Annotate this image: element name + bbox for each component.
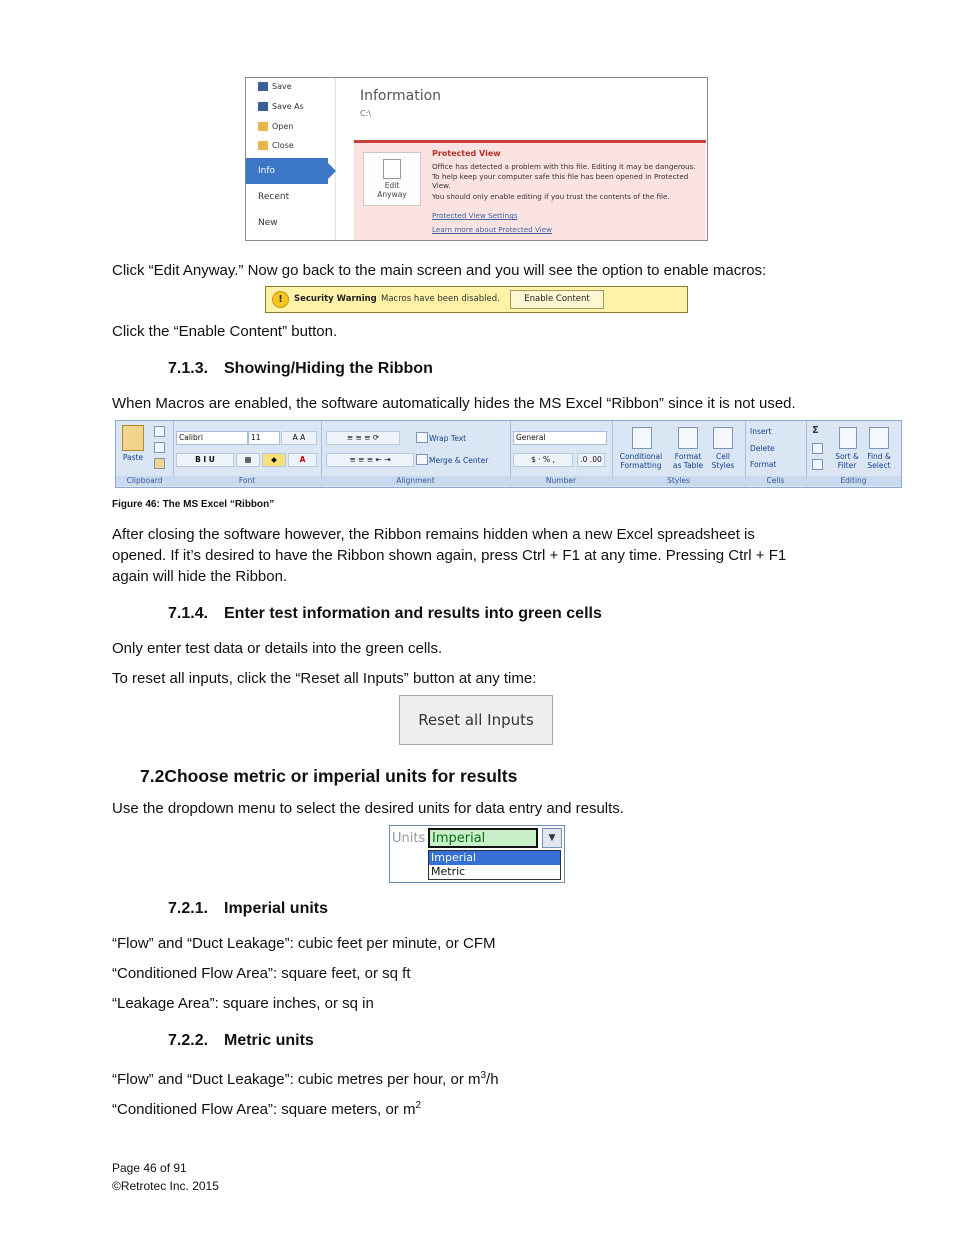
- excel-ribbon: [115, 420, 902, 488]
- option-imperial[interactable]: Imperial: [429, 851, 560, 865]
- warning-icon: !: [272, 291, 289, 308]
- protected-view-description: Office has detected a problem with this file. Editing it may be dangerous. To help keep your computer safe this file has been opened in Protected View. You should only enable editing if you trust the contents of the file.: [432, 162, 696, 201]
- bold-italic-underline-buttons[interactable]: B I U: [176, 453, 234, 467]
- vertical-align-icons[interactable]: ≡ ≡ ≡ ⟳: [326, 431, 400, 445]
- grow-shrink-font-buttons[interactable]: A A: [281, 431, 317, 445]
- protected-view-title: Protected View: [432, 149, 501, 158]
- paragraph-ribbon-3: again will hide the Ribbon.: [112, 568, 288, 585]
- find-select-icon[interactable]: [869, 427, 889, 449]
- ribbon-group-alignment: ≡ ≡ ≡ ⟳ Wrap Text ≡ ≡ ≡ ⇤ ⇥ Merge & Center Alignment: [321, 421, 511, 487]
- cut-icon[interactable]: [154, 426, 165, 437]
- heading-7-1-3: 7.1.3. Showing/Hiding the Ribbon: [168, 360, 433, 377]
- learn-more-link[interactable]: Learn more about Protected View: [432, 225, 553, 234]
- ribbon-group-styles: Conditional Formatting Format as Table Cell Styles Styles: [612, 421, 746, 487]
- security-warning-title: Security Warning: [294, 294, 377, 304]
- units-select[interactable]: Imperial: [428, 828, 538, 848]
- figure-caption: Figure 46: The MS Excel “Ribbon”: [112, 499, 275, 510]
- horizontal-align-icons[interactable]: ≡ ≡ ≡ ⇤ ⇥: [326, 453, 414, 467]
- format-as-table-label[interactable]: Format as Table: [672, 452, 704, 470]
- heading-7-2-2: 7.2.2. Metric units: [168, 1032, 314, 1049]
- backstage-menu: [246, 78, 336, 240]
- menu-info[interactable]: Info: [246, 158, 328, 184]
- paste-icon[interactable]: [122, 425, 144, 451]
- ribbon-group-clipboard: Paste Clipboard: [116, 421, 174, 487]
- cell-styles-icon[interactable]: [713, 427, 733, 449]
- paragraph-ribbon-1: After closing the software however, the Ribbon remains hidden when a new Excel spreadsheet is: [112, 526, 755, 543]
- metric-flow: “Flow” and “Duct Leakage”: cubic metres per hour, or $m^3/h$: [112, 1070, 499, 1088]
- heading-7-2-1: 7.2.1. Imperial units: [168, 900, 329, 917]
- paragraph-enable-content: Click the “Enable Content” button.: [112, 323, 338, 340]
- units-options-list: [428, 850, 561, 880]
- wrap-text-icon[interactable]: [416, 432, 428, 443]
- paragraph-edit-anyway: Click “Edit Anyway.” Now go back to the main screen and you will see the option to enable macros:: [112, 262, 767, 279]
- backstage-screenshot: [245, 77, 708, 241]
- metric-area: “Conditioned Flow Area”: square meters, or $m^2$: [112, 1100, 422, 1118]
- menu-save[interactable]: Save: [258, 82, 292, 91]
- imperial-area: “Conditioned Flow Area”: square feet, or sq ft: [112, 965, 411, 982]
- borders-icon[interactable]: ▦: [236, 453, 260, 467]
- protected-view-settings-link[interactable]: Protected View Settings: [432, 211, 518, 220]
- menu-save-as[interactable]: Save As: [258, 102, 304, 111]
- delete-cells-button[interactable]: Delete: [750, 444, 775, 453]
- footer-copyright: ©Retrotec Inc. 2015: [112, 1179, 219, 1193]
- font-size-box[interactable]: 11: [248, 431, 280, 445]
- merge-center-icon[interactable]: [416, 454, 428, 465]
- merge-center-label[interactable]: Merge & Center: [429, 456, 489, 465]
- imperial-flow: “Flow” and “Duct Leakage”: cubic feet per minute, or CFM: [112, 935, 496, 952]
- heading-7-2: 7.2Choose metric or imperial units for results: [140, 766, 518, 786]
- protected-view-panel: [354, 140, 706, 241]
- format-painter-icon[interactable]: [154, 458, 165, 469]
- fill-icon[interactable]: [812, 443, 823, 454]
- reset-all-inputs-button[interactable]: Reset all Inputs: [399, 695, 553, 745]
- paragraph-dropdown: Use the dropdown menu to select the desired units for data entry and results.: [112, 800, 624, 817]
- paragraph-green-cells: Only enter test data or details into the green cells.: [112, 640, 443, 657]
- footer-page-number: Page 46 of 91: [112, 1161, 187, 1175]
- enable-content-button[interactable]: Enable Content: [510, 290, 604, 309]
- imperial-leakage: “Leakage Area”: square inches, or sq in: [112, 995, 374, 1012]
- edit-document-icon: [383, 159, 401, 179]
- save-as-icon: [258, 102, 268, 111]
- units-label: Units: [392, 831, 426, 846]
- autosum-icon[interactable]: Σ: [812, 425, 819, 436]
- sort-filter-icon[interactable]: [839, 427, 857, 449]
- edit-anyway-button[interactable]: Edit Anyway: [363, 152, 421, 206]
- copy-icon[interactable]: [154, 442, 165, 453]
- conditional-formatting-icon[interactable]: [632, 427, 652, 449]
- ribbon-group-cells: Insert Delete Format Cells: [745, 421, 807, 487]
- cell-styles-label[interactable]: Cell Styles: [711, 452, 735, 470]
- ribbon-group-number: General $ · % , .0 .00 Number: [510, 421, 613, 487]
- menu-close[interactable]: Close: [258, 141, 294, 150]
- conditional-formatting-label[interactable]: Conditional Formatting: [619, 452, 663, 470]
- sort-filter-label[interactable]: Sort & Filter: [835, 452, 859, 470]
- format-as-table-icon[interactable]: [678, 427, 698, 449]
- format-cells-button[interactable]: Format: [750, 460, 777, 469]
- wrap-text-label[interactable]: Wrap Text: [429, 434, 467, 443]
- option-metric[interactable]: Metric: [431, 865, 466, 878]
- fill-color-icon[interactable]: ◆: [262, 453, 286, 467]
- units-dropdown-screenshot: [389, 825, 565, 883]
- find-select-label[interactable]: Find & Select: [867, 452, 891, 470]
- font-color-icon[interactable]: A: [288, 453, 317, 467]
- heading-7-1-4: 7.1.4. Enter test information and results into green cells: [168, 605, 602, 622]
- file-path: C:\: [360, 109, 371, 118]
- paragraph-reset: To reset all inputs, click the “Reset all Inputs” button at any time:: [112, 670, 537, 687]
- decimal-buttons[interactable]: .0 .00: [577, 453, 605, 467]
- font-name-box[interactable]: Calibri: [176, 431, 248, 445]
- security-warning-message: Macros have been disabled.: [381, 294, 500, 304]
- info-title: Information: [360, 88, 442, 104]
- paragraph-ribbon-hidden: When Macros are enabled, the software automatically hides the MS Excel “Ribbon” since it is not used.: [112, 395, 796, 412]
- folder-open-icon: [258, 122, 268, 131]
- save-icon: [258, 82, 268, 91]
- paste-label: Paste: [122, 453, 144, 462]
- ribbon-group-editing: Σ Sort & Filter Find & Select Editing: [806, 421, 901, 487]
- clear-icon[interactable]: [812, 459, 823, 470]
- number-format-box[interactable]: General: [513, 431, 607, 445]
- paragraph-ribbon-2: opened. If it’s desired to have the Ribbon shown again, press Ctrl + F1 at any time. Pressing Ctrl + F1: [112, 547, 787, 564]
- security-warning-bar: [265, 286, 688, 313]
- chevron-down-icon[interactable]: ▼: [542, 828, 562, 848]
- ribbon-group-font: Calibri 11 A A B I U ▦ ◆ A Font: [173, 421, 322, 487]
- menu-recent[interactable]: Recent: [258, 192, 290, 202]
- insert-cells-button[interactable]: Insert: [750, 427, 772, 436]
- menu-new[interactable]: New: [258, 218, 278, 228]
- menu-open[interactable]: Open: [258, 122, 293, 131]
- folder-close-icon: [258, 141, 268, 150]
- currency-percent-comma-buttons[interactable]: $ · % ,: [513, 453, 573, 467]
